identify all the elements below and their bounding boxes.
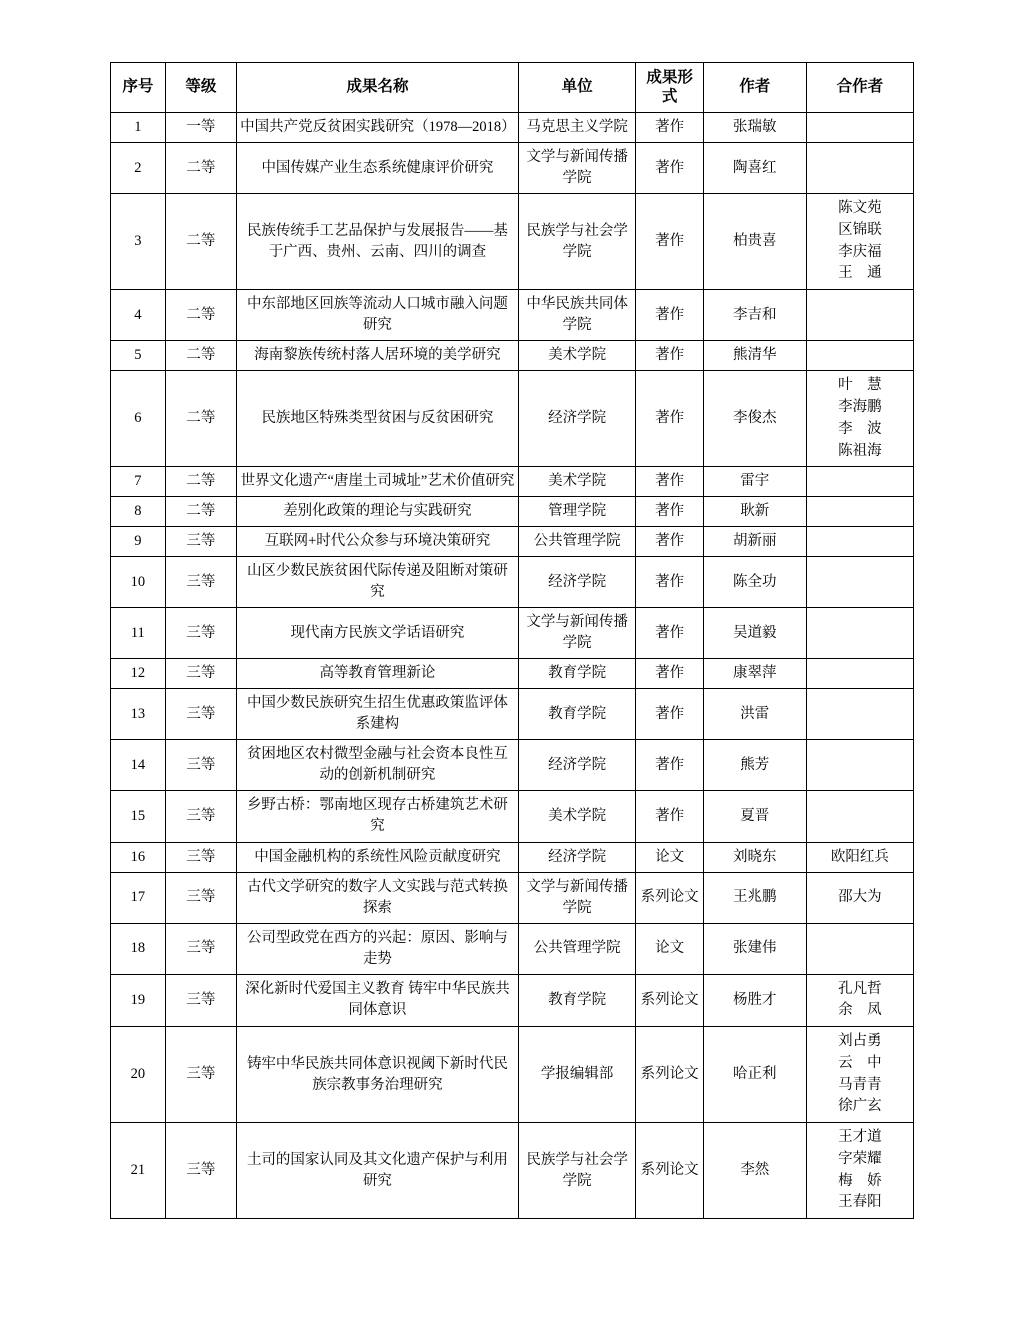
column-header-coauthor: [806, 63, 913, 113]
cell-form: 著作: [636, 608, 703, 659]
cell-form: 著作: [636, 290, 703, 341]
cell-grade: 三等: [165, 923, 236, 974]
cell-author: 胡新丽: [703, 527, 806, 557]
cell-author: 洪雷: [703, 689, 806, 740]
cell-coauthor-line: 王 通: [838, 265, 882, 282]
cell-title: 现代南方民族文学话语研究: [237, 608, 519, 659]
cell-grade: 三等: [165, 659, 236, 689]
cell-unit: 经济学院: [518, 557, 636, 608]
column-header-author: [703, 63, 806, 113]
cell-unit: 美术学院: [518, 791, 636, 842]
cell-grade: 三等: [165, 842, 236, 872]
cell-coauthor: [806, 527, 913, 557]
cell-coauthor: [806, 194, 913, 290]
table-row: [111, 740, 914, 791]
cell-title: 中国传媒产业生态系统健康评价研究: [237, 143, 519, 194]
cell-form: 系列论文: [636, 974, 703, 1027]
cell-grade: 三等: [165, 872, 236, 923]
cell-unit: 文学与新闻传播学院: [518, 872, 636, 923]
cell-no: 17: [111, 872, 166, 923]
cell-coauthor-line: 陈祖海: [838, 442, 882, 459]
table-row: [111, 527, 914, 557]
cell-coauthor: [806, 467, 913, 497]
cell-grade: 三等: [165, 608, 236, 659]
cell-coauthor: [806, 974, 913, 1027]
column-header-no-label: 序号: [122, 78, 154, 96]
cell-unit: 经济学院: [518, 371, 636, 467]
cell-form: 著作: [636, 371, 703, 467]
cell-grade: 三等: [165, 557, 236, 608]
table-row: [111, 974, 914, 1027]
column-header-unit: [518, 63, 636, 113]
cell-unit: 公共管理学院: [518, 923, 636, 974]
cell-coauthor-line: 孔凡哲: [838, 980, 882, 997]
column-header-author-label: 作者: [739, 78, 771, 96]
cell-author: 康翠萍: [703, 659, 806, 689]
column-header-title-label: 成果名称: [346, 78, 409, 96]
cell-author: 雷宇: [703, 467, 806, 497]
cell-coauthor-line: 王春阳: [838, 1194, 882, 1211]
cell-author: 吴道毅: [703, 608, 806, 659]
cell-title: 乡野古桥：鄂南地区现存古桥建筑艺术研究: [237, 791, 519, 842]
cell-title: 世界文化遗产“唐崖土司城址”艺术价值研究: [237, 467, 519, 497]
cell-unit: 中华民族共同体学院: [518, 290, 636, 341]
table-body: [111, 113, 914, 1219]
table-row: [111, 371, 914, 467]
cell-coauthor-line: 刘占勇: [838, 1033, 882, 1050]
cell-title: 铸牢中华民族共同体意识视阈下新时代民族宗教事务治理研究: [237, 1027, 519, 1123]
cell-author: 夏晋: [703, 791, 806, 842]
cell-author: 陈全功: [703, 557, 806, 608]
cell-grade: 三等: [165, 1123, 236, 1219]
cell-unit: 文学与新闻传播学院: [518, 608, 636, 659]
cell-no: 2: [111, 143, 166, 194]
cell-form: 论文: [636, 842, 703, 872]
cell-no: 13: [111, 689, 166, 740]
cell-form: 著作: [636, 791, 703, 842]
cell-no: 11: [111, 608, 166, 659]
cell-no: 4: [111, 290, 166, 341]
cell-no: 5: [111, 341, 166, 371]
cell-coauthor: [806, 659, 913, 689]
cell-title: 中国少数民族研究生招生优惠政策监评体系建构: [237, 689, 519, 740]
cell-coauthor: [806, 290, 913, 341]
cell-form: 系列论文: [636, 1123, 703, 1219]
cell-coauthor: [806, 113, 913, 143]
cell-unit: 经济学院: [518, 842, 636, 872]
column-header-title: [237, 63, 519, 113]
cell-form: 著作: [636, 659, 703, 689]
cell-coauthor-line: 李 波: [838, 420, 882, 437]
cell-coauthor-line: 叶 慧: [838, 377, 882, 394]
cell-title: 贫困地区农村微型金融与社会资本良性互动的创新机制研究: [237, 740, 519, 791]
cell-title: 高等教育管理新论: [237, 659, 519, 689]
column-header-unit-label: 单位: [561, 78, 593, 96]
cell-grade: 一等: [165, 113, 236, 143]
cell-unit: 管理学院: [518, 497, 636, 527]
cell-title: 公司型政党在西方的兴起：原因、影响与走势: [237, 923, 519, 974]
cell-unit: 美术学院: [518, 467, 636, 497]
cell-coauthor-line: 陈文苑: [838, 200, 882, 217]
cell-form: 系列论文: [636, 1027, 703, 1123]
column-header-grade-label: 等级: [185, 78, 217, 96]
cell-author: 刘晓东: [703, 842, 806, 872]
cell-title: 山区少数民族贫困代际传递及阻断对策研究: [237, 557, 519, 608]
cell-grade: 三等: [165, 1027, 236, 1123]
cell-grade: 二等: [165, 371, 236, 467]
cell-form: 著作: [636, 497, 703, 527]
cell-author: 陶喜红: [703, 143, 806, 194]
cell-author: 熊清华: [703, 341, 806, 371]
cell-coauthor-line: 字荣耀: [838, 1150, 882, 1167]
cell-coauthor-line: 王才道: [838, 1129, 882, 1146]
cell-title: 中国金融机构的系统性风险贡献度研究: [237, 842, 519, 872]
cell-author: 哈正利: [703, 1027, 806, 1123]
column-header-form-label: 成果形式: [646, 69, 693, 105]
cell-no: 7: [111, 467, 166, 497]
cell-grade: 二等: [165, 497, 236, 527]
cell-title: 海南黎族传统村落人居环境的美学研究: [237, 341, 519, 371]
cell-title: 中东部地区回族等流动人口城市融入问题研究: [237, 290, 519, 341]
cell-no: 20: [111, 1027, 166, 1123]
cell-title: 中国共产党反贫困实践研究（1978—2018）: [237, 113, 519, 143]
cell-no: 15: [111, 791, 166, 842]
table-row: [111, 1027, 914, 1123]
cell-form: 著作: [636, 467, 703, 497]
cell-author: 王兆鹏: [703, 872, 806, 923]
cell-no: 6: [111, 371, 166, 467]
cell-coauthor: [806, 923, 913, 974]
cell-form: 著作: [636, 740, 703, 791]
table-row: [111, 341, 914, 371]
table-row: [111, 143, 914, 194]
column-header-grade: [165, 63, 236, 113]
cell-coauthor: 邵大为: [806, 872, 913, 923]
column-header-form: [636, 63, 703, 113]
cell-coauthor: [806, 689, 913, 740]
cell-coauthor-line: 徐广玄: [838, 1098, 882, 1115]
cell-grade: 二等: [165, 194, 236, 290]
cell-grade: 三等: [165, 974, 236, 1027]
cell-coauthor: [806, 1027, 913, 1123]
cell-grade: 三等: [165, 689, 236, 740]
cell-unit: 学报编辑部: [518, 1027, 636, 1123]
cell-no: 8: [111, 497, 166, 527]
cell-unit: 民族学与社会学学院: [518, 1123, 636, 1219]
cell-author: 李俊杰: [703, 371, 806, 467]
table-row: [111, 842, 914, 872]
cell-grade: 三等: [165, 740, 236, 791]
cell-title: 深化新时代爱国主义教育 铸牢中华民族共同体意识: [237, 974, 519, 1027]
cell-author: 张建伟: [703, 923, 806, 974]
cell-no: 18: [111, 923, 166, 974]
cell-grade: 二等: [165, 143, 236, 194]
table-row: [111, 1123, 914, 1219]
cell-no: 10: [111, 557, 166, 608]
cell-form: 论文: [636, 923, 703, 974]
cell-form: 著作: [636, 341, 703, 371]
cell-coauthor-line: 李海鹏: [838, 399, 882, 416]
cell-coauthor: 欧阳红兵: [806, 842, 913, 872]
cell-coauthor: [806, 1123, 913, 1219]
cell-no: 3: [111, 194, 166, 290]
table-row: [111, 608, 914, 659]
cell-no: 1: [111, 113, 166, 143]
cell-author: 杨胜才: [703, 974, 806, 1027]
cell-no: 14: [111, 740, 166, 791]
table-row: [111, 557, 914, 608]
cell-coauthor-line: 梅 娇: [838, 1172, 882, 1189]
cell-author: 柏贵喜: [703, 194, 806, 290]
cell-author: 熊芳: [703, 740, 806, 791]
cell-coauthor: [806, 557, 913, 608]
table-row: [111, 689, 914, 740]
cell-no: 9: [111, 527, 166, 557]
table-row: [111, 497, 914, 527]
cell-no: 21: [111, 1123, 166, 1219]
cell-coauthor: [806, 791, 913, 842]
table-row: [111, 113, 914, 143]
cell-grade: 二等: [165, 467, 236, 497]
cell-coauthor-line: 云 中: [838, 1054, 882, 1071]
cell-grade: 三等: [165, 527, 236, 557]
cell-grade: 二等: [165, 341, 236, 371]
cell-form: 著作: [636, 527, 703, 557]
cell-unit: 教育学院: [518, 974, 636, 1027]
cell-form: 著作: [636, 689, 703, 740]
table-row: [111, 872, 914, 923]
cell-coauthor-line: 余 凤: [838, 1002, 882, 1019]
cell-grade: 二等: [165, 290, 236, 341]
cell-unit: 教育学院: [518, 689, 636, 740]
cell-unit: 公共管理学院: [518, 527, 636, 557]
cell-coauthor: [806, 740, 913, 791]
cell-coauthor: [806, 608, 913, 659]
cell-coauthor-line: 马青青: [838, 1076, 882, 1093]
table-row: [111, 659, 914, 689]
cell-form: 著作: [636, 143, 703, 194]
cell-title: 差别化政策的理论与实践研究: [237, 497, 519, 527]
cell-grade: 三等: [165, 791, 236, 842]
cell-form: 著作: [636, 194, 703, 290]
cell-title: 互联网+时代公众参与环境决策研究: [237, 527, 519, 557]
cell-no: 16: [111, 842, 166, 872]
cell-title: 民族地区特殊类型贫困与反贫困研究: [237, 371, 519, 467]
cell-author: 张瑞敏: [703, 113, 806, 143]
cell-no: 12: [111, 659, 166, 689]
cell-unit: 民族学与社会学学院: [518, 194, 636, 290]
cell-title: 土司的国家认同及其文化遗产保护与利用研究: [237, 1123, 519, 1219]
cell-form: 著作: [636, 557, 703, 608]
cell-no: 19: [111, 974, 166, 1027]
cell-coauthor: [806, 497, 913, 527]
cell-unit: 美术学院: [518, 341, 636, 371]
column-header-no: [111, 63, 166, 113]
cell-unit: 文学与新闻传播学院: [518, 143, 636, 194]
cell-form: 系列论文: [636, 872, 703, 923]
cell-author: 耿新: [703, 497, 806, 527]
cell-title: 古代文学研究的数字人文实践与范式转换探索: [237, 872, 519, 923]
cell-coauthor: [806, 341, 913, 371]
table-row: [111, 467, 914, 497]
cell-coauthor-line: 李庆福: [838, 243, 882, 260]
cell-unit: 马克思主义学院: [518, 113, 636, 143]
cell-author: 李吉和: [703, 290, 806, 341]
cell-unit: 教育学院: [518, 659, 636, 689]
cell-title: 民族传统手工艺品保护与发展报告——基于广西、贵州、云南、四川的调查: [237, 194, 519, 290]
table-row: [111, 923, 914, 974]
cell-form: 著作: [636, 113, 703, 143]
column-header-coauthor-label: 合作者: [836, 78, 884, 96]
cell-coauthor-line: 区锦联: [838, 221, 882, 238]
table-row: [111, 194, 914, 290]
cell-coauthor: [806, 371, 913, 467]
table-header-row: [111, 63, 914, 113]
cell-unit: 经济学院: [518, 740, 636, 791]
cell-author: 李然: [703, 1123, 806, 1219]
results-table: [110, 62, 914, 1219]
cell-coauthor: [806, 143, 913, 194]
table-row: [111, 290, 914, 341]
table-row: [111, 791, 914, 842]
